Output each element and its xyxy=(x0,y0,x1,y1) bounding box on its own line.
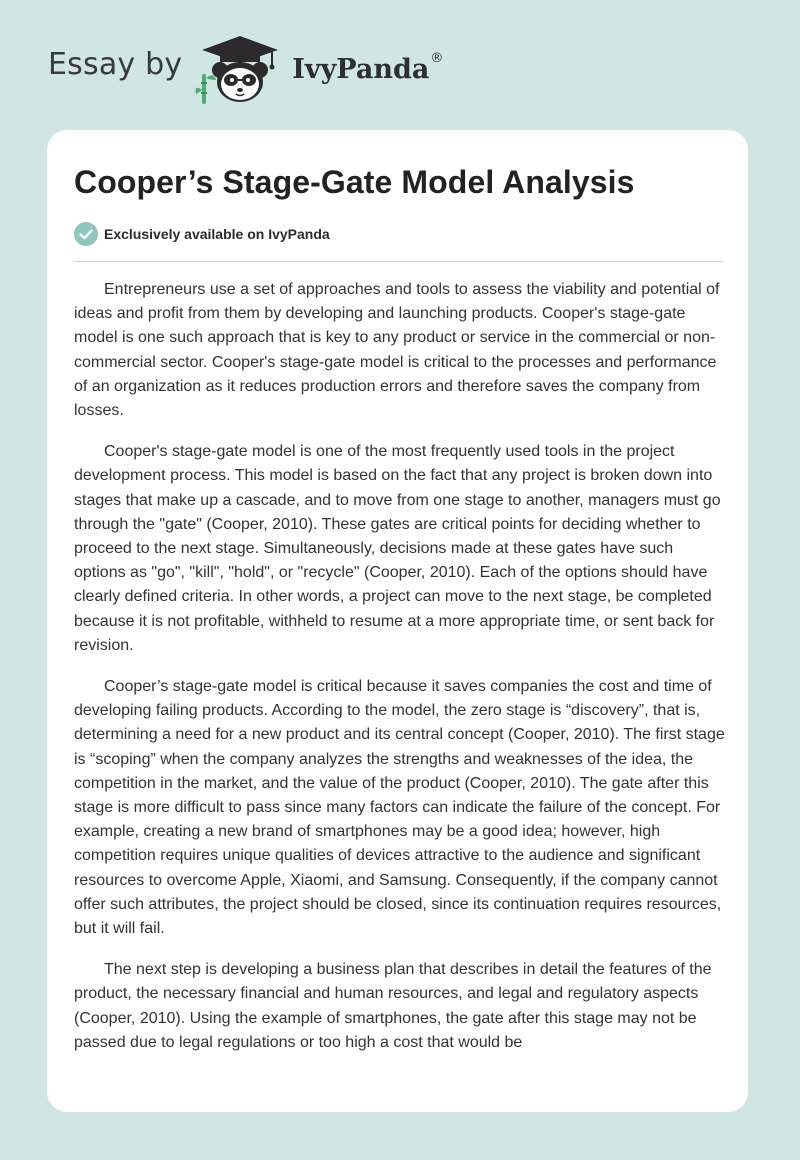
essay-body xyxy=(74,278,726,1072)
essay-paragraph: Cooper’s stage-gate model is critical because it saves companies the cost and time of developing failing products. According to the model, the zero stage is “discovery”, that is, determining a need for a new product and its central concept (Cooper, 2010). The first stage is “scoping” when the company analyzes the strengths and weaknesses of the idea, the competition in the market, and the value of the product (Cooper, 2010). The gate after this stage is more difficult to pass since many factors can indicate the failure of the concept. For example, creating a new brand of smartphones may be a good idea; however, high competition requires unique qualities of devices attractive to the audience and significant resources to overcome Apple, Xiaomi, and Samsung. Consequently, if the company cannot offer such attributes, the project should be closed, since its continuation requires resources, but it will fail. xyxy=(74,678,725,938)
divider xyxy=(74,261,723,262)
exclusive-badge xyxy=(74,222,330,246)
exclusive-badge-label: Exclusively available on IvyPanda xyxy=(104,226,330,242)
brand-prefix: Essay by xyxy=(48,46,183,82)
essay-paragraph: Entrepreneurs use a set of approaches and tools to assess the viability and potential of ideas and profit from them by developing and launching products. Cooper's stage-gate model is one such approach that is key to any product or service in the commercial or non-commercial sector. Cooper's stage-gate model is critical to the processes and performance of an organization as it reduces production errors and therefore saves the company from losses. xyxy=(74,281,720,420)
essay-title: Cooper’s Stage-Gate Model Analysis xyxy=(74,164,635,200)
check-circle-icon xyxy=(74,222,98,246)
brand-name: IvyPanda xyxy=(292,53,430,85)
essay-card xyxy=(47,130,748,1112)
brand-header xyxy=(48,30,443,110)
registered-mark: ® xyxy=(430,50,444,66)
essay-paragraph: The next step is developing a business plan that describes in detail the features of the product, the necessary financial and human resources, and legal and regulatory aspects (Cooper, 2010). Using the example of smartphones, the gate after this stage may not be passed due to legal regulations or too high a cost that would be xyxy=(74,961,712,1051)
panda-logo-icon[interactable] xyxy=(192,30,288,110)
essay-paragraph: Cooper's stage-gate model is one of the most frequently used tools in the project development process. This model is based on the fact that any project is broken down into stages that make up a cascade, and to move from one stage to another, managers must go through the "gate" (Cooper, 2010). These gates are critical points for deciding whether to proceed to the next stage. Simultaneously, decisions made at these gates have such options as "go", "kill", "hold", or "recycle" (Cooper, 2010). Each of the options should have clearly defined criteria. In other words, a project can move to the next stage, be completed because it is not profitable, withheld to resume at a more appropriate time, or sent back for revision. xyxy=(74,443,721,654)
